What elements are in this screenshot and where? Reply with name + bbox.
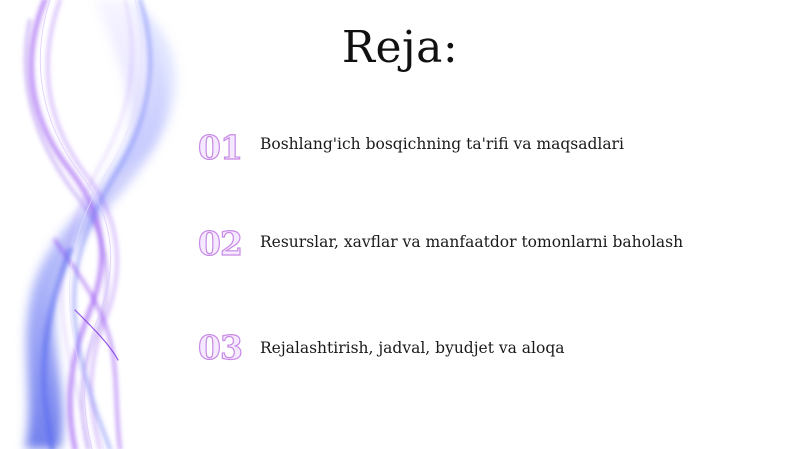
- agenda-item-number: 02: [198, 224, 242, 263]
- agenda-item-number: 01: [198, 128, 242, 167]
- agenda-item-1: [198, 128, 624, 168]
- agenda-item-2: [198, 224, 683, 264]
- agenda-item-text: Rejalashtirish, jadval, byudjet va aloqa: [260, 339, 565, 357]
- agenda-item-number: 03: [198, 328, 242, 367]
- agenda-item-text: Resurslar, xavflar va manfaatdor tomonlarni baholash: [260, 233, 684, 251]
- agenda-item-text: Boshlang'ich bosqichning ta'rifi va maqsadlari: [260, 135, 624, 153]
- agenda-item-3: [198, 328, 564, 368]
- slide-title: Reja:: [341, 22, 459, 73]
